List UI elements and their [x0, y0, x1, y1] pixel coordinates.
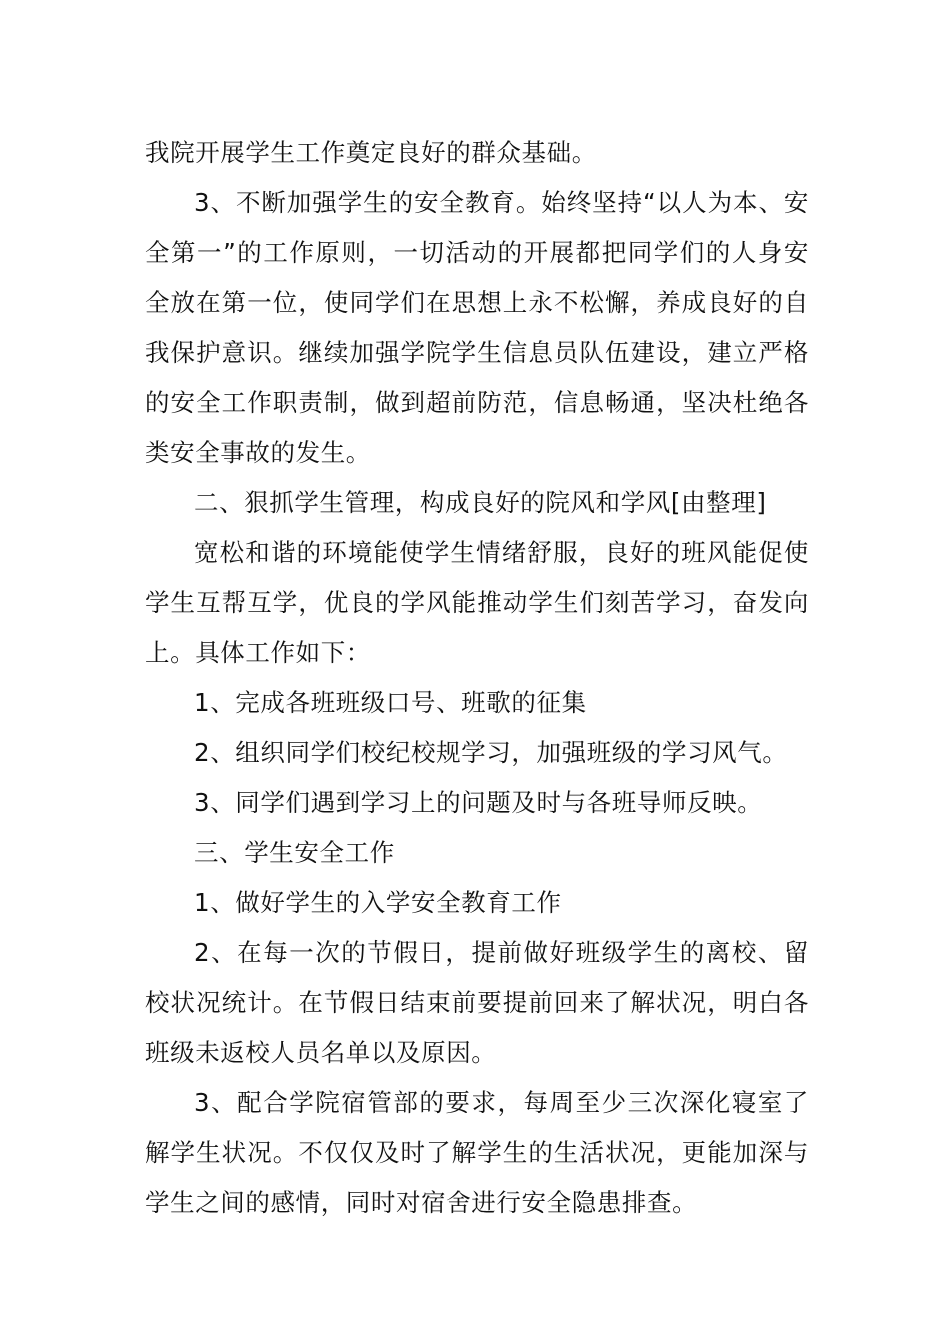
list-item: 1、完成各班班级口号、班歌的征集: [194, 688, 587, 717]
list-item: 1、做好学生的入学安全教育工作: [194, 888, 562, 917]
list-item: 2、在每一次的节假日，提前做好班级学生的离校、留校状况统计。在节假日结束前要提前回来了解状况，明白各班级未返校人员名单以及原因。: [145, 938, 809, 1067]
paragraph-3: 宽松和谐的环境能使学生情绪舒服，良好的班风能促使学生互帮互学，优良的学风能推动学生们刻苦学习，奋发向上。具体工作如下：: [145, 538, 809, 667]
list-item: 2、组织同学们校纪校规学习，加强班级的学习风气。: [194, 738, 788, 767]
document-body: [145, 128, 809, 1228]
paragraph-1: 我院开展学生工作奠定良好的群众基础。: [145, 138, 597, 167]
section-heading-2: 二、狠抓学生管理，构成良好的院风和学风[由整理]: [194, 488, 767, 517]
list-item: 3、同学们遇到学习上的问题及时与各班导师反映。: [194, 788, 763, 817]
section-heading-3: 三、学生安全工作: [194, 838, 395, 867]
paragraph-2: 3、不断加强学生的安全教育。始终坚持“以人为本、安全第一”的工作原则，一切活动的开展都把同学们的人身安全放在第一位，使同学们在思想上永不松懈，养成良好的自我保护意识。继续加强学院学生信息员队伍建设，建立严格的安全工作职责制，做到超前防范，信息畅通，坚决杜绝各类安全事故的发生。: [145, 188, 809, 467]
list-item: 3、配合学院宿管部的要求，每周至少三次深化寝室了解学生状况。不仅仅及时了解学生的生活状况，更能加深与学生之间的感情，同时对宿舍进行安全隐患排查。: [145, 1088, 809, 1217]
